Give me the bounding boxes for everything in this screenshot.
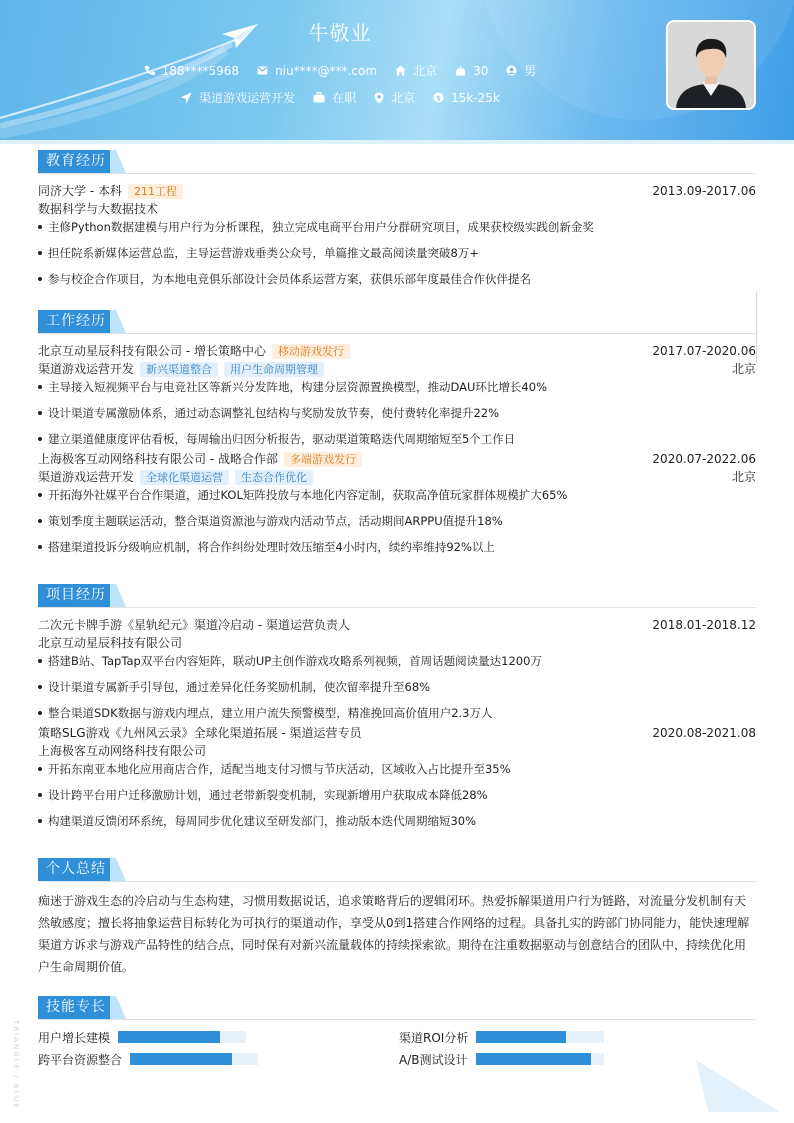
work-section [38, 310, 756, 564]
email-text: niu****@***.com [275, 63, 378, 78]
project-bullets [38, 760, 756, 838]
list-item: 担任院系新媒体运营总监，主导运营游戏垂类公众号，单篇推文最高阅读量突破8万+ [38, 244, 756, 270]
vertical-divider [756, 292, 757, 362]
section-title: 个人总结 [38, 858, 114, 881]
list-item: 搭建B站、TapTap双平台内容矩阵，联动UP主创作游戏攻略系列视频，首周话题阅读量达1200万 [38, 652, 756, 678]
project-name: 策略SLG游戏《九州风云录》全球化渠道拓展 - 渠道运营专员 [38, 726, 362, 740]
skill-item [38, 1050, 258, 1068]
list-item: 设计渠道专属新手引导包，通过差异化任务奖励机制，使次留率提升至68% [38, 678, 756, 704]
role-text: 渠道游戏运营开发 [38, 362, 135, 376]
major-row [38, 200, 756, 218]
work-bullets [38, 378, 756, 450]
skill-item [399, 1050, 604, 1068]
briefcase-icon [313, 92, 325, 103]
project-entry-header [38, 616, 756, 634]
skill-bar [476, 1053, 604, 1065]
section-header [38, 858, 756, 882]
list-item: 参与校企合作项目，为本地电竞俱乐部设计会员体系运营方案，获俱乐部年度最佳合作伙伴提名 [38, 270, 756, 296]
contact-row [0, 62, 680, 79]
school-line: 同济大学 - 本科 [38, 184, 122, 198]
home-icon [395, 65, 406, 76]
project-bullets [38, 652, 756, 724]
list-item: 整合渠道SDK数据与游戏内埋点，建立用户流失预警模型，精准挽回高价值用户2.3万人 [38, 704, 756, 724]
send-icon [180, 92, 192, 104]
skill-tag: 用户生命周期管理 [224, 362, 324, 377]
skill-tag: 全球化渠道运营 [140, 470, 229, 485]
education-date: 2013.09-2017.06 [652, 184, 756, 198]
skill-item [399, 1028, 604, 1046]
phone-text: 188****5968 [161, 63, 240, 78]
major-text: 数据科学与大数据技术 [38, 202, 159, 216]
skill-name: A/B测试设计 [399, 1052, 468, 1067]
job-intent-row [0, 89, 680, 106]
project-company-row [38, 634, 756, 652]
project-date: 2018.01-2018.12 [652, 618, 756, 632]
skill-name: 跨平台资源整合 [38, 1052, 123, 1067]
skill-tag: 生态合作优化 [235, 470, 313, 485]
list-item: 策划季度主题联运活动，整合渠道资源池与游戏内活动节点，活动期间ARPPU值提升18% [38, 512, 756, 538]
work-bullets [38, 486, 756, 564]
education-section [38, 150, 756, 296]
skill-bar-fill [130, 1053, 232, 1065]
company-line: 上海极客互动网络科技有限公司 - 战略合作部 [38, 452, 278, 466]
summary-section [38, 858, 756, 978]
status-text: 在职 [332, 91, 357, 105]
title-tail-decoration [110, 996, 126, 1019]
section-title: 工作经历 [38, 310, 114, 333]
section-header [38, 310, 756, 334]
skill-bar [476, 1031, 604, 1043]
age-text: 30 [473, 63, 489, 78]
school-badge: 211工程 [128, 184, 183, 199]
target-role-item [180, 89, 295, 106]
svg-text:$: $ [436, 93, 441, 103]
title-tail-decoration [110, 310, 126, 333]
projects-section [38, 584, 756, 838]
status-item [313, 89, 356, 106]
phone-icon [144, 65, 155, 76]
education-entry-header [38, 182, 756, 200]
title-tail-decoration [110, 584, 126, 607]
work-role-row [38, 360, 756, 378]
role-text: 渠道游戏运营开发 [38, 470, 135, 484]
salary-text: 15k-25k [451, 90, 500, 105]
triangle-decoration [696, 1060, 780, 1112]
target-city-item [374, 89, 415, 106]
work-entry-header [38, 342, 756, 360]
summary-text: 痴迷于游戏生态的冷启动与生态构建，习惯用数据说话，追求策略背后的逻辑闭环。热爱拆解渠道用户行为链路，对流量分发机制有天然敏感度；擅长将抽象运营目标转化为可执行的渠道动作，享受从0到1搭建合作网络的过程。具备扎实的跨部门协同能力，能快速理解渠道方诉求与游戏产品特性的结合点，同时保有对新兴流量载体的持续探索欲。期待在注重数据驱动与创意结合的团队中，持续优化用户生命周期价值。 [38, 894, 750, 974]
skills-grid [38, 1020, 756, 1070]
work-date: 2017.07-2020.06 [652, 344, 756, 358]
mail-icon [257, 66, 268, 75]
target-role-text: 渠道游戏运营开发 [199, 91, 296, 105]
phone-item [144, 64, 239, 78]
project-entry-header [38, 724, 756, 742]
list-item: 开拓海外社媒平台合作渠道，通过KOL矩阵投放与本地化内容定制，获取高净值玩家群体规模扩大65% [38, 486, 756, 512]
title-tail-decoration [110, 858, 126, 881]
title-tail-decoration [110, 150, 126, 173]
cake-icon [455, 65, 466, 76]
skill-bar-fill [476, 1053, 591, 1065]
section-title: 教育经历 [38, 150, 114, 173]
avatar-portrait-icon [668, 22, 754, 108]
money-icon [433, 92, 444, 103]
gender-icon [506, 65, 517, 76]
project-date: 2020.08-2021.08 [652, 726, 756, 740]
target-city-text: 北京 [391, 91, 416, 105]
candidate-name: 牛敬业 [308, 21, 372, 45]
avatar [666, 20, 756, 110]
age-item [455, 64, 488, 78]
list-item: 设计渠道专属激励体系，通过动态调整礼包结构与奖励发放节奏，使付费转化率提升22% [38, 404, 756, 430]
project-company-row [38, 742, 756, 760]
section-header [38, 584, 756, 608]
header-divider [0, 140, 794, 144]
location-pin-icon [374, 92, 384, 104]
work-location: 北京 [731, 362, 756, 376]
gender-item [506, 62, 536, 79]
skill-item [38, 1028, 246, 1046]
resume-header [0, 0, 794, 140]
project-company: 上海极客互动网络科技有限公司 [38, 744, 207, 758]
skill-bar [130, 1053, 258, 1065]
side-watermark-text: TRIANGLE / BLUE [12, 1020, 20, 1110]
company-badge: 移动游戏发行 [272, 344, 350, 359]
work-location: 北京 [731, 470, 756, 484]
section-title: 项目经历 [38, 584, 114, 607]
list-item: 主修Python数据建模与用户行为分析课程，独立完成电商平台用户分群研究项目，成果获校级实践创新金奖 [38, 218, 756, 244]
list-item: 搭建渠道投诉分级响应机制，将合作纠纷处理时效压缩至4小时内，续约率维持92%以上 [38, 538, 756, 564]
list-item: 主导接入短视频平台与电竞社区等新兴分发阵地，构建分层资源置换模型，推动DAU环比增长40% [38, 378, 756, 404]
work-role-row [38, 468, 756, 486]
work-date: 2020.07-2022.06 [652, 452, 756, 466]
company-line: 北京互动星辰科技有限公司 - 增长策略中心 [38, 344, 266, 358]
salary-item [433, 91, 500, 105]
company-badge: 多端游戏发行 [284, 452, 362, 467]
education-bullets [38, 218, 756, 296]
skill-name: 渠道ROI分析 [399, 1030, 469, 1045]
city-text: 北京 [413, 64, 438, 78]
skill-bar-fill [118, 1031, 220, 1043]
list-item: 构建渠道反馈闭环系统，每周同步优化建议至研发部门，推动版本迭代周期缩短30% [38, 812, 756, 838]
work-entry-header [38, 450, 756, 468]
email-item [257, 64, 377, 78]
project-name: 二次元卡牌手游《星轨纪元》渠道冷启动 - 渠道运营负责人 [38, 618, 350, 632]
project-company: 北京互动星辰科技有限公司 [38, 636, 183, 650]
gender-text: 男 [524, 64, 537, 78]
skills-section [38, 996, 756, 1070]
section-title: 技能专长 [38, 996, 114, 1019]
skill-bar [118, 1031, 246, 1043]
skill-name: 用户增长建模 [38, 1030, 111, 1045]
list-item: 开拓东南亚本地化应用商店合作，适配当地支付习惯与节庆活动，区域收入占比提升至35% [38, 760, 756, 786]
skill-bar-fill [476, 1031, 566, 1043]
section-header [38, 150, 756, 174]
list-item: 设计跨平台用户迁移激励计划，通过老带新裂变机制，实现新增用户获取成本降低28% [38, 786, 756, 812]
city-item [395, 62, 437, 79]
list-item: 建立渠道健康度评估看板，每周输出归因分析报告，驱动渠道策略迭代周期缩短至5个工作日 [38, 430, 756, 450]
section-header [38, 996, 756, 1020]
skill-tag: 新兴渠道整合 [140, 362, 218, 377]
